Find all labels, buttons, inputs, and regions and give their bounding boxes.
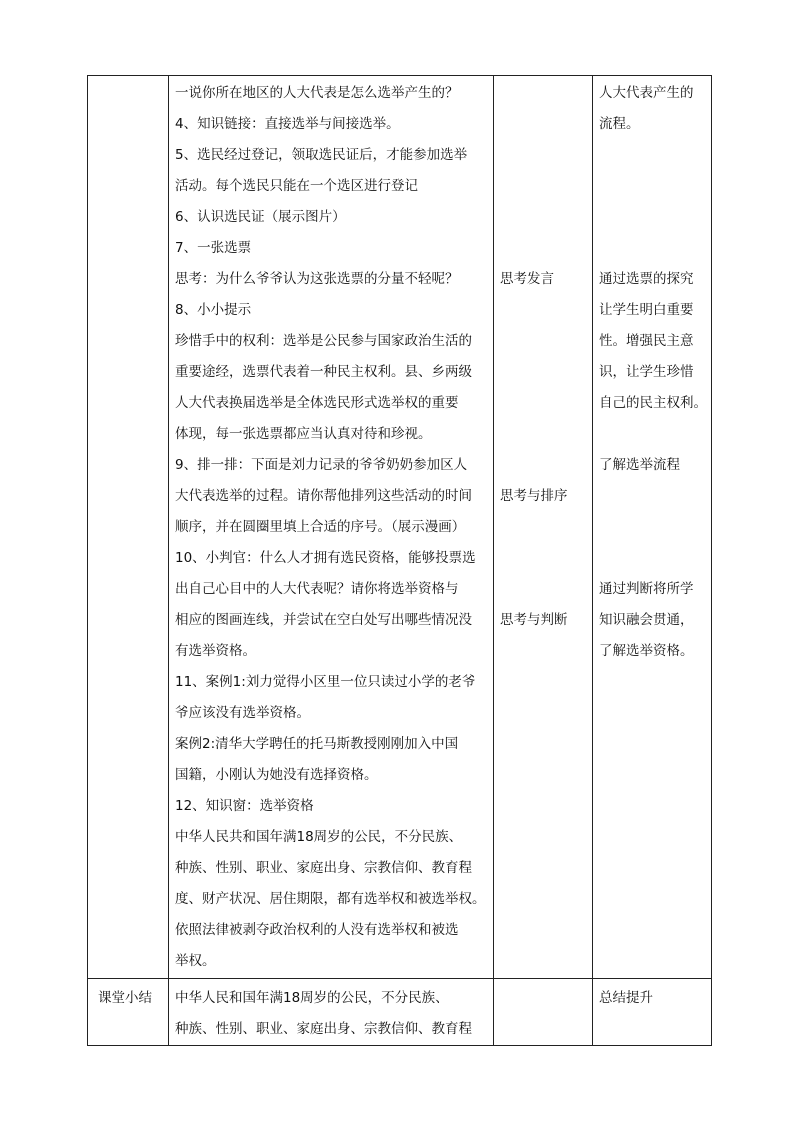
content-line: 珍惜手中的权利：选举是公民参与国家政治生活的: [175, 333, 472, 349]
content-line: 中华人民共和国年满18周岁的公民，不分民族、: [175, 829, 463, 845]
content-line: 顺序，并在圆圈里填上合适的序号。（展示漫画）: [175, 519, 466, 535]
intent-line: 让学生明白重要: [599, 302, 694, 318]
content-cell: [169, 76, 494, 979]
intent-line: 流程。: [599, 116, 640, 132]
stage-cell-empty: [88, 76, 169, 979]
content-line: 举权。: [175, 953, 216, 969]
intent-line: 人大代表产生的: [599, 85, 694, 101]
content-line: 有选举资格。: [175, 643, 256, 659]
content-line: 4、知识链接：直接选举与间接选举。: [175, 116, 400, 132]
intent-line: 自己的民主权利。: [599, 395, 707, 411]
content-line: 11、案例1:刘力觉得小区里一位只读过小学的老爷: [175, 674, 476, 690]
activity-cell-empty: [494, 979, 593, 1046]
activity-cell: [494, 76, 593, 979]
lesson-plan-table: [87, 75, 712, 1046]
intent-cell: [593, 76, 712, 979]
intent-line: 知识融会贯通，: [599, 612, 694, 628]
content-line: 种族、性别、职业、家庭出身、宗教信仰、教育程: [175, 860, 472, 876]
content-line: 一说你所在地区的人大代表是怎么选举产生的？: [175, 85, 459, 101]
content-line: 相应的图画连线，并尝试在空白处写出哪些情况没: [175, 612, 472, 628]
content-line: 依照法律被剥夺政治权利的人没有选举权和被选: [175, 922, 459, 938]
content-line: 7、一张选票: [175, 240, 252, 256]
intent-cell: [593, 979, 712, 1046]
content-line: 大代表选举的过程。请你帮他排列这些活动的时间: [175, 488, 472, 504]
intent-line: 识，让学生珍惜: [599, 364, 694, 380]
stage-label: 课堂小结: [98, 990, 152, 1006]
content-line: 中华人民和国年满18周岁的公民，不分民族、: [175, 990, 449, 1006]
intent-line: 了解选举流程: [599, 457, 680, 473]
content-line: 5、选民经过登记，领取选民证后，才能参加选举: [175, 147, 468, 163]
content-line: 9、排一排：下面是刘力记录的爷爷奶奶参加区人: [175, 457, 468, 473]
activity-label: 思考与排序: [500, 488, 568, 504]
intent-line: 通过判断将所学: [599, 581, 694, 597]
content-line: 10、小判官：什么人才拥有选民资格，能够投票选: [175, 550, 476, 566]
table-row: [88, 979, 712, 1046]
content-line: 出自己心目中的人大代表呢？请你将选举资格与: [175, 581, 459, 597]
content-line: 案例2:清华大学聘任的托马斯教授刚刚加入中国: [175, 736, 459, 752]
intent-line: 性。增强民主意: [599, 333, 694, 349]
intent-line: 了解选举资格。: [599, 643, 694, 659]
table-row: [88, 76, 712, 979]
content-line: 6、认识选民证（展示图片）: [175, 209, 346, 225]
intent-line: 通过选票的探究: [599, 271, 694, 287]
activity-label: 思考发言: [500, 271, 554, 287]
content-line: 活动。每个选民只能在一个选区进行登记: [175, 178, 418, 194]
content-line: 国籍，小刚认为她没有选择资格。: [175, 767, 378, 783]
stage-cell: [88, 979, 169, 1046]
content-line: 爷应该没有选举资格。: [175, 705, 310, 721]
content-line: 种族、性别、职业、家庭出身、宗教信仰、教育程: [175, 1021, 472, 1037]
content-line: 8、小小提示: [175, 302, 252, 318]
content-line: 12、知识窗：选举资格: [175, 798, 314, 814]
content-line: 人大代表换届选举是全体选民形式选举权的重要: [175, 395, 459, 411]
activity-label: 思考与判断: [500, 612, 568, 628]
content-cell: [169, 979, 494, 1046]
content-line: 重要途经，选票代表着一种民主权利。县、乡两级: [175, 364, 472, 380]
intent-line: 总结提升: [599, 990, 653, 1006]
content-line: 体现，每一张选票都应当认真对待和珍视。: [175, 426, 432, 442]
content-line: 度、财产状况、居住期限，都有选举权和被选举权。: [175, 891, 486, 907]
content-line: 思考：为什么爷爷认为这张选票的分量不轻呢？: [175, 271, 459, 287]
